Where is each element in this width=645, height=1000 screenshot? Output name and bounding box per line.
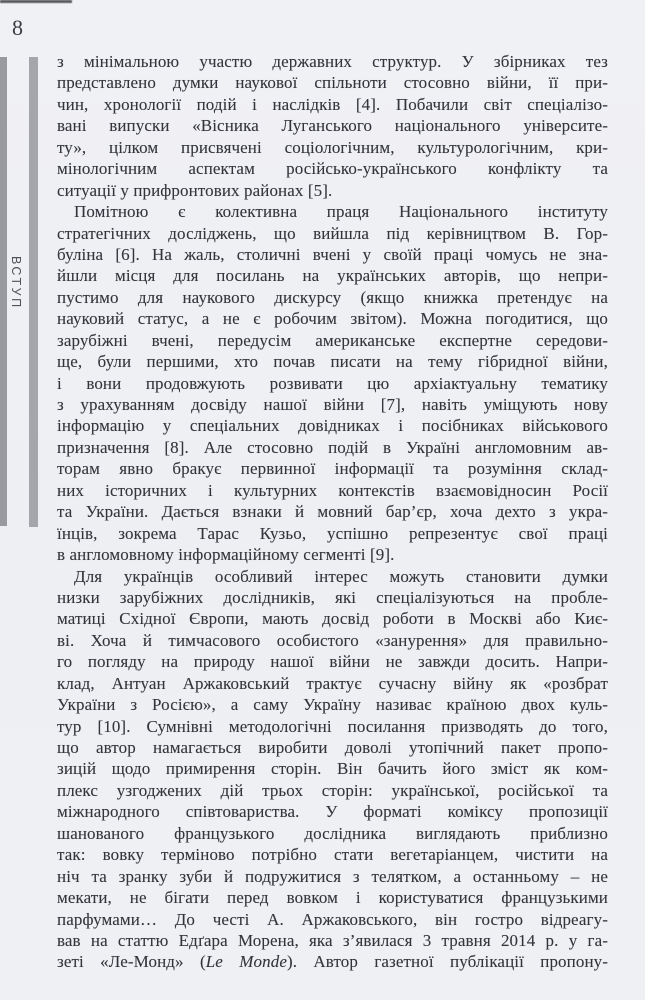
text-line (57, 180, 608, 201)
text-line (57, 587, 608, 608)
text-segment: шанованого французького дослідника виглядають приблизно (57, 823, 608, 843)
text-line (57, 330, 608, 351)
margin-bar-inner (29, 57, 38, 527)
body-text (57, 51, 608, 973)
text-line (57, 544, 608, 565)
text-line (57, 566, 608, 587)
scan-edge-artifact (0, 0, 72, 3)
text-segment: з мінімальною участю державних структур. У збірниках тез (57, 52, 608, 71)
text-segment: ту», цілком присвячені соціологічним, культурологічним, кри- (57, 137, 608, 157)
text-segment: буліна [6]. На жаль, столичні вчені у своїй праці чомусь не зна- (57, 244, 608, 264)
text-line (57, 737, 608, 758)
text-line (57, 115, 608, 136)
text-segment: ніч та зранку зуби й подружитися з телятком, а останньому – не (57, 866, 608, 886)
text-line (57, 351, 608, 372)
text-segment: йшли місця для посилань на українських авторів, що непри- (57, 266, 608, 286)
text-line (57, 201, 608, 222)
text-line (57, 844, 608, 865)
text-segment: зицій щодо примирення сторін. Він бачить його зміст як ком- (57, 759, 608, 779)
text-segment: вані випуски «Вісника Луганського національного університе- (57, 116, 608, 136)
text-segment: плекс узгоджених дій трьох сторін: української, російської та (57, 780, 608, 800)
text-segment: вав на статтю Едґара Морена, яка з’явилася 3 травня 2014 р. у га- (57, 930, 608, 950)
text-segment: науковий статус, а не є робочим звітом). Можна погодитися, що (57, 309, 608, 329)
margin-bar-outer (0, 57, 7, 526)
text-line (57, 373, 608, 394)
text-line (57, 94, 608, 115)
text-line (57, 287, 608, 308)
text-line (57, 758, 608, 779)
text-line (57, 909, 608, 930)
text-line (57, 523, 608, 544)
text-segment: парфумами… До честі А. Аржаковського, він гостро відреагу- (57, 909, 608, 929)
text-line (57, 394, 608, 415)
text-segment: Для українців особливий інтерес можуть становити думки (74, 566, 608, 586)
text-line (57, 930, 608, 951)
text-segment: і вони продовжують розвивати цю архіактуальну тематику (57, 373, 608, 393)
text-line (57, 887, 608, 908)
text-segment: в англомовному інформаційному сегменті [9]. (57, 545, 395, 565)
text-line (57, 223, 608, 244)
text-line (57, 630, 608, 651)
text-segment: клад, Антуан Аржаковський трактує сучасну війну як «розбрат (57, 673, 608, 693)
text-segment: мінологічним аспектам російсько-українського конфлікту та (57, 159, 608, 179)
text-segment: стратегічних досліджень, що вийшла під керівництвом В. Гор- (57, 223, 608, 243)
text-segment: інформацію у спеціальних довідниках і посібниках військового (57, 416, 608, 436)
text-segment: зеті «Ле-Монд» ( (57, 952, 206, 972)
text-line (57, 137, 608, 158)
text-segment: ві. Хоча й тимчасового особистого «занурення» для правильно- (57, 630, 608, 650)
text-segment: Помітною є колективна праця Національного інституту (74, 202, 608, 222)
text-line (57, 866, 608, 887)
text-line (57, 823, 608, 844)
text-segment: го погляду на природу нашої війни не завжди досить. Напри- (57, 652, 608, 672)
text-segment: України з Росією», а саму Україну називає країною двох куль- (57, 695, 608, 715)
text-segment: ситуації у прифронтових районах [5]. (57, 180, 333, 200)
text-line (57, 158, 608, 179)
text-line (57, 801, 608, 822)
chapter-running-title: ВСТУП (9, 256, 23, 310)
page-number: 8 (12, 15, 23, 40)
text-line (57, 480, 608, 501)
text-segment: них історичних і культурних контекстів взаємовідносин Росії (57, 480, 608, 500)
text-line (57, 458, 608, 479)
italic-text-segment: Le Monde (205, 952, 287, 972)
text-segment: мекати, не бігати перед вовком і користуватися французькими (57, 888, 608, 908)
text-line (57, 51, 608, 72)
text-line (57, 673, 608, 694)
text-segment: та України. Дається взнаки й мовний бар’єр, хоча дехто з укра- (57, 502, 608, 522)
text-line (57, 716, 608, 737)
text-line (57, 308, 608, 329)
text-segment: так: вовку терміново потрібно стати вегетаріанцем, чистити на (57, 845, 608, 865)
text-segment: матиці Східної Європи, мають досвід роботи в Москві або Киє- (57, 609, 608, 629)
text-segment: призначення [8]. Але стосовно подій в Україні англомовним ав- (57, 437, 608, 457)
text-segment: чин, хронології подій і наслідків [4]. Побачили світ спеціалізо- (57, 94, 608, 114)
text-segment: представлено думки наукової спільноти стосовно війни, її при- (57, 73, 608, 93)
text-segment: міжнародного співтовариства. У форматі коміксу пропозиції (57, 802, 608, 822)
text-line (57, 651, 608, 672)
text-line (57, 501, 608, 522)
text-line (57, 694, 608, 715)
text-segment: низки зарубіжних дослідників, які спеціалізуються на пробле- (57, 587, 608, 607)
text-segment: їнців, зокрема Тарас Кузьо, успішно репрезентує свої праці (57, 523, 608, 543)
text-segment: тур [10]. Сумнівні методологічні посилання призводять до того, (57, 716, 608, 736)
text-line (57, 244, 608, 265)
text-segment: торам явно бракує первинної інформації та розуміння склад- (57, 459, 608, 479)
text-segment: що автор намагається виробити доволі утопічний пакет пропо- (57, 738, 608, 757)
text-line (57, 437, 608, 458)
text-segment: зарубіжні вчені, передусім американське експертне середови- (57, 330, 608, 350)
text-segment: з урахуванням досвіду нашої війни [7], навіть уміщують нову (57, 395, 608, 414)
text-line (57, 415, 608, 436)
text-line (57, 265, 608, 286)
text-line (57, 72, 608, 93)
text-line (57, 780, 608, 801)
text-segment: ще, були першими, хто почав писати на тему гібридної війни, (57, 352, 608, 372)
text-line (57, 608, 608, 629)
text-segment: ). Автор газетної публікації пропону- (286, 952, 609, 972)
text-line (57, 951, 608, 972)
text-segment: пустимо для наукового дискурсу (якщо книжка претендує на (57, 287, 608, 307)
